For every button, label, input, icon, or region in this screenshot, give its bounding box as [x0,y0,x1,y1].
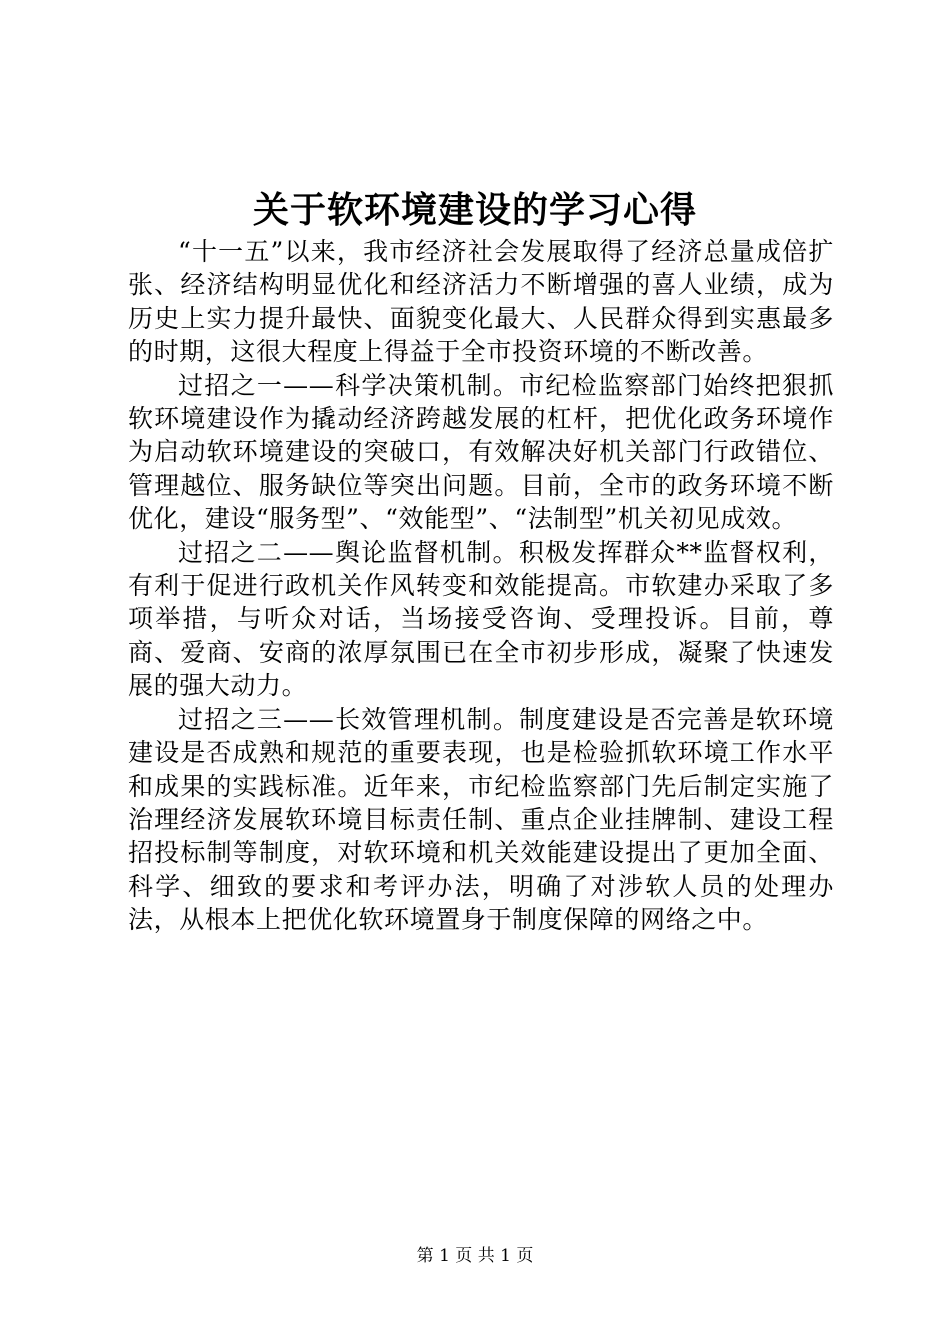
paragraph-measure-two: 过招之二——舆论监督机制。积极发挥群众**监督权利，有利于促进行政机关作风转变和效能提高。市软建办采取了多项举措，与听众对话，当场接受咨询、受理投诉。目前，尊商、爱商、安商的浓厚氛围已在全市初步形成，凝聚了快速发展的强大动力。 [128,537,834,701]
paragraph-measure-three: 过招之三——长效管理机制。制度建设是否完善是软环境建设是否成熟和规范的重要表现，也是检验抓软环境工作水平和成果的实践标准。近年来，市纪检监察部门先后制定实施了治理经济发展软环境目标责任制、重点企业挂牌制、建设工程招投标制等制度，对软环境和机关效能建设提出了更加全面、科学、细致的要求和考评办法，明确了对涉软人员的处理办法，从根本上把优化软环境置身于制度保障的网络之中。 [128,704,834,935]
document-body [128,235,834,937]
paragraph-intro: “十一五”以来，我市经济社会发展取得了经济总量成倍扩张、经济结构明显优化和经济活力不断增强的喜人业绩，成为历史上实力提升最快、面貌变化最大、人民群众得到实惠最多的时期，这很大程度上得益于全市投资环境的不断改善。 [128,237,834,367]
document-title: 关于软环境建设的学习心得 [252,189,697,231]
page-footer: 第 1 页 共 1 页 [416,1246,534,1266]
paragraph-measure-one: 过招之一——科学决策机制。市纪检监察部门始终把狠抓软环境建设作为撬动经济跨越发展的杠杆，把优化政务环境作为启动软环境建设的突破口，有效解决好机关部门行政错位、管理越位、服务缺位等突出问题。目前，全市的政务环境不断优化，建设“服务型”、“效能型”、“法制型”机关初见成效。 [128,370,834,534]
